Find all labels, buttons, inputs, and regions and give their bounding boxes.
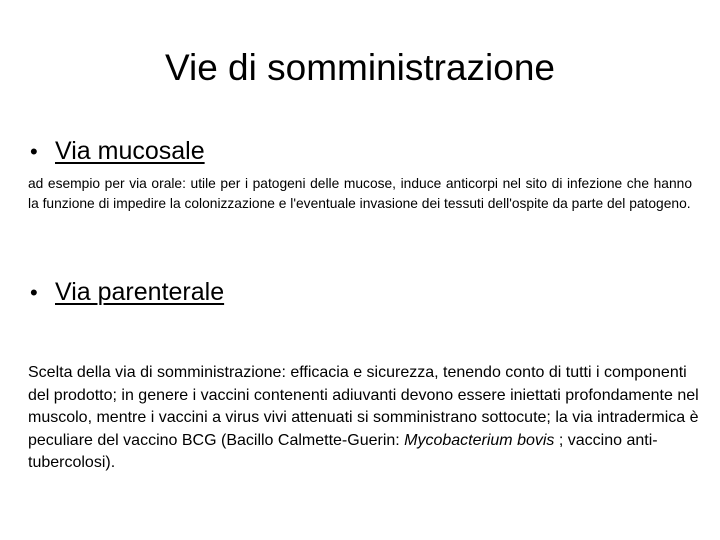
slide-title: Vie di somministrazione <box>164 47 556 88</box>
paragraph-text-part-2: ; vaccino anti-tubercolosi). <box>28 431 658 471</box>
paragraph-via-mucosale: ad esempio per via orale: utile per i patogeni delle mucose, induce anticorpi nel sito di infezione che hanno la funzione di impedire la colonizzazione e l'eventuale invasione dei tessuti dell'ospite da parte del patogeno. <box>28 176 692 211</box>
bullet-dot-icon: • <box>30 139 38 164</box>
bullet-via-parenterale <box>30 276 224 309</box>
paragraph-italic-species: Mycobacterium bovis <box>404 431 555 449</box>
heading-via-parenterale: Via parenterale <box>55 278 225 306</box>
paragraph-text-part-1: Scelta della via di somministrazione: efficacia e sicurezza, tenendo conto di tutti i componenti del prodotto; in genere i vaccini contenenti adiuvanti devono essere iniettati profondamente nel muscolo, mentre i vaccini a virus vivi attenuati si somministrano sottocute; la via intradermica è peculiare del vaccino BCG (Bacillo Calmette-Guerin: <box>28 364 699 449</box>
paragraph-via-parenterale <box>28 362 700 475</box>
bullet-via-mucosale <box>30 135 205 168</box>
heading-via-mucosale: Via mucosale <box>55 137 205 165</box>
bullet-dot-icon: • <box>30 280 38 305</box>
